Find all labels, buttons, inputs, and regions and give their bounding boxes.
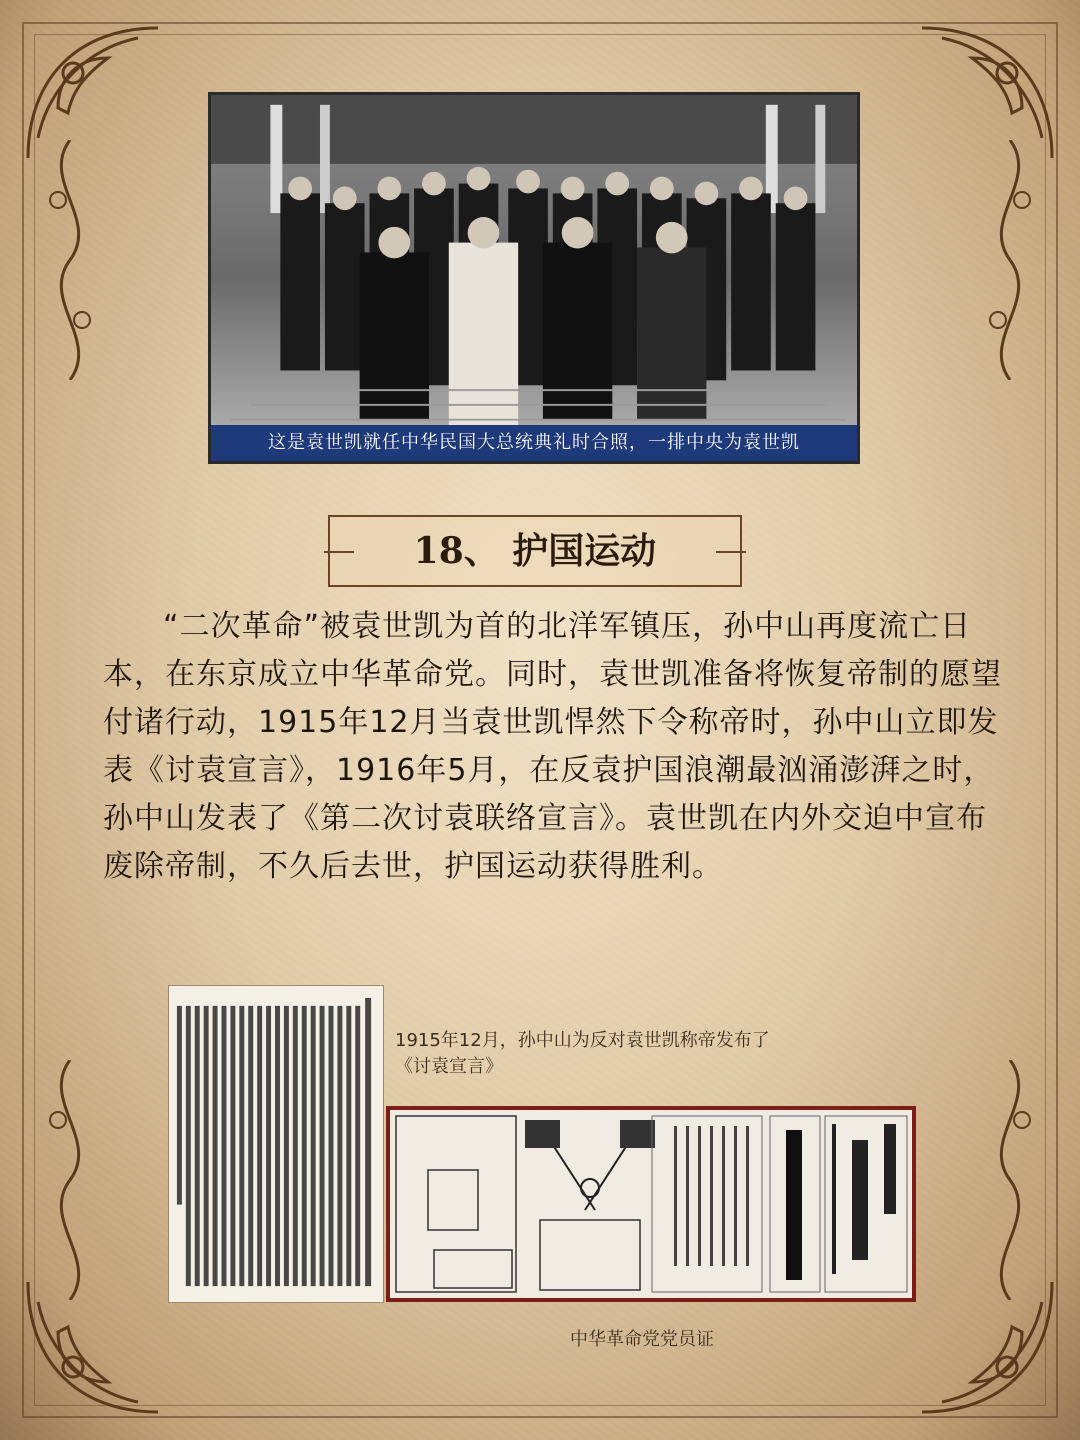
declaration-caption: 1915年12月，孙中山为反对袁世凯称帝发布了《讨袁宣言》 <box>395 1030 770 1077</box>
inauguration-group-photo <box>208 92 860 464</box>
section-title: 18、 护国运动 <box>413 530 657 572</box>
left-side-scroll-ornament <box>40 140 100 380</box>
party-membership-card <box>386 1106 916 1302</box>
group-photo-image <box>211 95 857 461</box>
section-title-frame <box>328 515 742 587</box>
body-paragraph: “二次革命”被袁世凯为首的北洋军镇压，孙中山再度流亡日本，在东京成立中华革命党。同时，袁世凯准备将恢复帝制的愿望付诸行动，1915年12月当袁世凯悍然下令称帝时，孙中山立即发表《讨袁宣言》，1916年5月，在反袁护国浪潮最汹涌澎湃之时，孙中山发表了《第二次讨袁联络宣言》。袁世凯在内外交迫中宣布废除帝制，不久后去世，护国运动获得胜利。 <box>103 609 1002 884</box>
left-lower-scroll-ornament <box>40 1060 100 1300</box>
photo-caption: 这是袁世凯就任中华民国大总统典礼时合照，一排中央为袁世凯 <box>211 425 857 461</box>
declaration-document-scan <box>168 985 384 1303</box>
right-lower-scroll-ornament <box>980 1060 1040 1300</box>
membership-card-image <box>390 1110 912 1298</box>
right-side-scroll-ornament <box>980 140 1040 380</box>
document-text-columns <box>169 986 383 1302</box>
membership-card-caption: 中华革命党党员证 <box>570 1329 714 1350</box>
